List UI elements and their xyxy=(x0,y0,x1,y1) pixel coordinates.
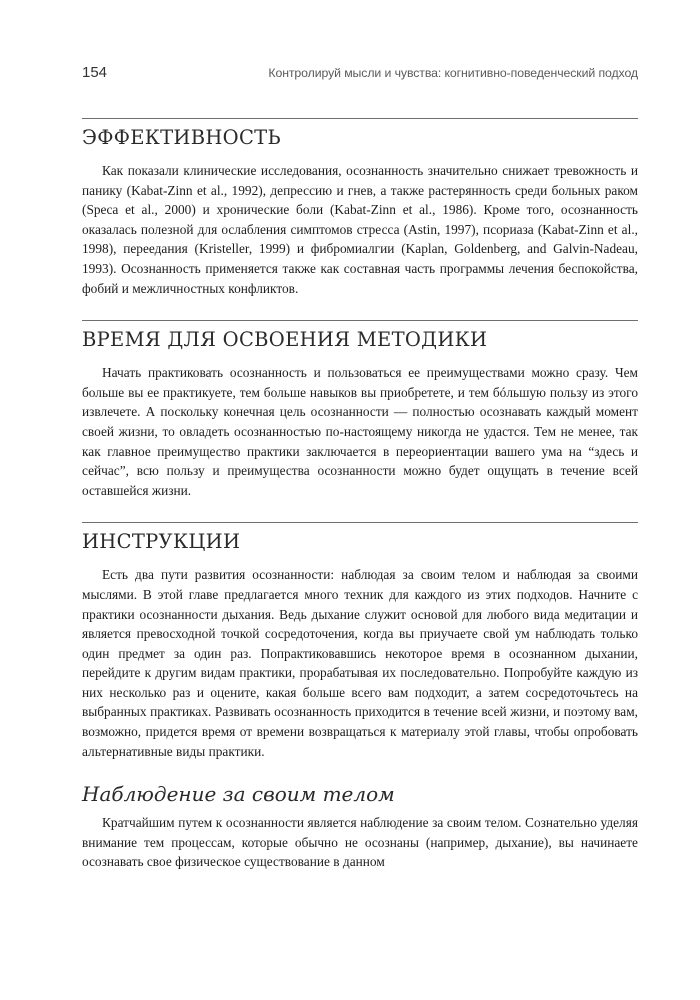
running-title: Контролируй мысли и чувства: когнитивно-поведенческий подход xyxy=(268,66,638,80)
body-paragraph: Есть два пути развития осознанности: наблюдая за своим телом и наблюдая за своими мыслями. В этой главе предлагается много техник для каждого из этих подходов. Начните с практики осознанности дыхания. Ведь дыхание служит основой для любого вида медитации и является превосходной точкой сосредоточения, когда вы приучаете свой ум наблюдать только один предмет за один раз. Попрактиковавшись некоторое время в осознанном дыхании, перейдите к другим видам практики, прорабатывая их последовательно. Попробуйте каждую из них несколько раз и оцените, какая больше всего вам подходит, а затем сосредоточьтесь на выбранных практиках. Развивать осознанность приходится в течение всей жизни, и поэтому вам, возможно, придется время от времени возвращаться к материалу этой главы, чтобы опробовать альтернативные виды практики. xyxy=(82,567,638,759)
page-number: 154 xyxy=(82,64,108,81)
section-time-to-master xyxy=(82,320,638,500)
body-paragraph: Начать практиковать осознанность и пользоваться ее преимуществами можно сразу. Чем больше вы ее практикуете, тем больше навыков вы приобретете, и тем бóльшую пользу из этого извлечете. А поскольку конечная цель осознанности — полностью осознавать каждый момент своей жизни, то овладеть осознанностью по-настоящему никогда не удастся. Тем не менее, так как главное преимущество практики заключается в переориентации вашего ума на “здесь и сейчас”, всю пользу и преимущества осознанности можно будет ощущать в течение всей оставшейся жизни. xyxy=(82,365,638,498)
section-instructions xyxy=(82,522,638,761)
body-paragraph: Как показали клинические исследования, осознанность значительно снижает тревожность и панику (Kabat-Zinn et al., 1992), депрессию и гнев, а также растерянность среди больных раком (Speca et al., 2000) и хронические боли (Kabat-Zinn et al., 1986). Кроме того, осознанность оказалась полезной для ослабления симптомов стресса (Astin, 1997), псориаза (Kabat-Zinn et al., 1998), переедания (Kristeller, 1999) и фибромиалгии (Kaplan, Goldenberg, and Galvin-Nadeau, 1993). Осознанность применяется также как составная часть программы лечения беспокойства, фобий и межличностных конфликтов. xyxy=(82,163,638,296)
section-effectiveness xyxy=(82,118,638,298)
running-header xyxy=(82,64,638,92)
section-heading: ВРЕМЯ ДЛЯ ОСВОЕНИЯ МЕТОДИКИ xyxy=(82,328,488,352)
body-paragraph: Кратчайшим путем к осознанности является наблюдение за своим телом. Сознательно уделяя внимание тем процессам, которые обычно не осознаны (например, дыхание), вы начинаете осознавать свое физическое существование в данном xyxy=(82,815,638,870)
book-page xyxy=(82,64,638,872)
subsection-heading: Наблюдение за своим телом xyxy=(82,782,395,807)
section-heading: ИНСТРУКЦИИ xyxy=(82,530,241,554)
section-heading: ЭФФЕКТИВНОСТЬ xyxy=(82,126,281,149)
